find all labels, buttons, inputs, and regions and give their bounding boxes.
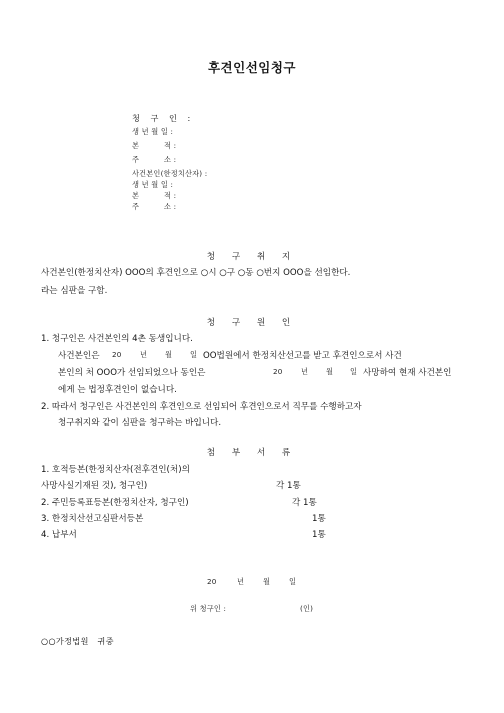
cause-para-2-start: 본인의 처 OOO가 선임되었으나 동인은 xyxy=(58,368,206,378)
cause-heading: 청 구 원 인 xyxy=(206,318,298,328)
cause-para-2-rest: 사망하여 현재 사건본인 xyxy=(363,368,452,378)
footer-year: 20 xyxy=(207,577,217,586)
cause-item-1: 1. 청구인은 사건본인의 4촌 동생입니다. xyxy=(41,334,193,344)
cause-month-unit-2: 월 xyxy=(326,367,334,376)
footer-year-unit: 년 xyxy=(237,577,245,586)
footer-month-unit: 월 xyxy=(263,577,271,586)
signer-label: 위 청구인 : xyxy=(190,604,227,613)
claimant-dob-label: 생 년 월 일 : xyxy=(132,127,174,136)
purpose-line-2: 라는 심판을 구함. xyxy=(41,286,108,296)
attachment-1-cont: 사망사실기재된 것), 청구인) xyxy=(41,481,148,491)
cause-year-unit-1: 년 xyxy=(140,350,148,359)
cause-year-unit-2: 년 xyxy=(301,367,309,376)
attachment-4-count: 1통 xyxy=(312,530,326,540)
principal-address-label: 주 소 : xyxy=(132,202,177,211)
court-addressee: ○○가정법원 귀중 xyxy=(41,636,114,646)
attachment-2-count: 각 1통 xyxy=(292,498,317,508)
cause-day-unit-1: 일 xyxy=(190,350,198,359)
attachment-1: 1. 호적등본(한정치산자(전후견인(처)의 xyxy=(41,465,190,475)
cause-para-3: 에게 는 법정후견인이 없습니다. xyxy=(58,385,177,395)
footer-day-unit: 일 xyxy=(289,577,297,586)
cause-day-unit-2: 일 xyxy=(350,367,358,376)
purpose-line-1: 사건본인(한정치산자) OOO의 후견인으로 ○시 ○구 ○동 ○번지 OOO을 선임한다. xyxy=(41,268,351,278)
cause-year-1: 20 xyxy=(112,350,122,359)
claimant-address-label: 주 소 : xyxy=(132,155,177,164)
attachments-heading: 첨 부 서 류 xyxy=(206,448,298,458)
attachment-3: 3. 한정치산선고심판서등본 xyxy=(41,514,144,524)
principal-header-label: 사건본인(한정치산자) : xyxy=(132,169,208,178)
cause-item-2: 2. 따라서 청구인은 사건본인의 후견인으로 선임되어 후견인으로서 직무를 수행하고자 xyxy=(41,402,362,412)
attachment-1-count: 각 1통 xyxy=(276,481,301,491)
cause-month-unit-1: 월 xyxy=(165,350,173,359)
principal-domicile-label: 본 적 : xyxy=(132,191,177,200)
attachment-4: 4. 납부서 xyxy=(41,530,77,540)
page-title: 후견인선임청구 xyxy=(207,60,297,75)
cause-para-1-start: 사건본인은 xyxy=(58,351,100,361)
purpose-heading: 청 구 취 지 xyxy=(206,252,298,262)
seal-mark: (인) xyxy=(300,604,314,613)
attachment-2: 2. 주민등록표등본(한정치산자, 청구인) xyxy=(41,498,189,508)
cause-year-2: 20 xyxy=(273,367,283,376)
principal-dob-label: 생 년 월 일 : xyxy=(132,180,174,189)
claimant-name-label: 청 구 인 : xyxy=(132,113,195,123)
claimant-domicile-label: 본 적 : xyxy=(132,141,177,150)
cause-item-2-cont: 청구취지와 같이 심판을 청구하는 바입니다. xyxy=(58,418,222,428)
attachment-3-count: 1통 xyxy=(312,514,326,524)
cause-para-1-rest: OO법원에서 한정치산선고를 받고 후견인으로서 사건 xyxy=(203,351,402,361)
